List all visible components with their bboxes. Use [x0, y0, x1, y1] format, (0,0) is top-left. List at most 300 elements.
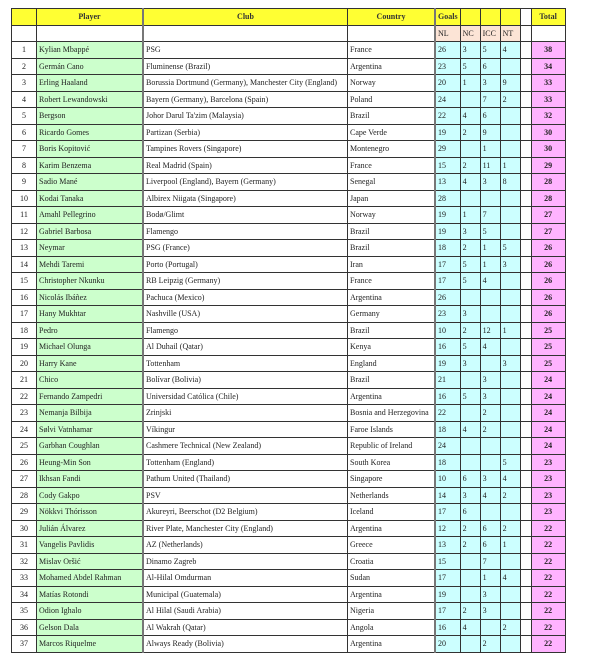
nt-goals-cell — [500, 141, 520, 158]
total-cell: 22 — [531, 553, 565, 570]
icc-goals-cell: 3 — [480, 372, 500, 389]
gap-cell — [520, 619, 531, 636]
rank-cell: 26 — [12, 454, 37, 471]
player-cell: Ikhsan Fandi — [37, 471, 144, 488]
icc-goals-cell: 11 — [480, 157, 500, 174]
nl-goals-cell: 20 — [435, 636, 460, 653]
table-row — [12, 570, 566, 587]
icc-goals-cell: 6 — [480, 537, 500, 554]
nt-goals-cell: 5 — [500, 454, 520, 471]
country-cell: Singapore — [348, 471, 436, 488]
club-cell: Tampines Rovers (Singapore) — [143, 141, 348, 158]
rank-cell: 20 — [12, 355, 37, 372]
total-cell: 34 — [531, 58, 565, 75]
table-row — [12, 355, 566, 372]
club-cell: Zrinjski — [143, 405, 348, 422]
total-cell: 24 — [531, 372, 565, 389]
nt-goals-cell — [500, 124, 520, 141]
player-cell: Kodai Tanaka — [37, 190, 144, 207]
table-row — [12, 289, 566, 306]
gap-cell — [520, 520, 531, 537]
total-cell: 24 — [531, 421, 565, 438]
gap-cell — [520, 372, 531, 389]
rank-cell: 37 — [12, 636, 37, 653]
gap-cell — [520, 570, 531, 587]
gap-cell — [520, 405, 531, 422]
total-cell: 23 — [531, 471, 565, 488]
player-cell: Mehdi Taremi — [37, 256, 144, 273]
nl-goals-cell: 10 — [435, 471, 460, 488]
rank-cell: 29 — [12, 504, 37, 521]
club-cell: AZ (Netherlands) — [143, 537, 348, 554]
table-row — [12, 141, 566, 158]
player-cell: Erling Haaland — [37, 75, 144, 92]
rank-cell: 6 — [12, 124, 37, 141]
rank-cell: 12 — [12, 223, 37, 240]
nc-goals-cell: 3 — [460, 306, 480, 323]
table-row — [12, 619, 566, 636]
nt-goals-cell: 3 — [500, 355, 520, 372]
nt-goals-cell: 2 — [500, 91, 520, 108]
club-cell: RB Leipzig (Germany) — [143, 273, 348, 290]
gap-cell — [520, 322, 531, 339]
total-cell: 25 — [531, 322, 565, 339]
nt-goals-cell — [500, 388, 520, 405]
nl-goals-cell: 14 — [435, 487, 460, 504]
nc-goals-cell — [460, 553, 480, 570]
total-cell: 26 — [531, 273, 565, 290]
nt-goals-cell: 1 — [500, 537, 520, 554]
country-cell: Japan — [348, 190, 436, 207]
header-player: Player — [37, 9, 144, 26]
nt-goals-cell: 2 — [500, 619, 520, 636]
nc-goals-cell: 2 — [460, 520, 480, 537]
nc-goals-cell: 4 — [460, 421, 480, 438]
table-row — [12, 471, 566, 488]
header-club: Club — [143, 9, 348, 26]
total-cell: 30 — [531, 141, 565, 158]
nl-goals-cell: 29 — [435, 141, 460, 158]
gap-cell — [520, 553, 531, 570]
nc-goals-cell: 5 — [460, 58, 480, 75]
icc-goals-cell: 1 — [480, 570, 500, 587]
country-cell: Bosnia and Herzegovina — [348, 405, 436, 422]
rank-cell: 19 — [12, 339, 37, 356]
player-cell: Christopher Nkunku — [37, 273, 144, 290]
country-cell: Brazil — [348, 372, 436, 389]
header-goals-blank-2 — [480, 9, 500, 26]
club-cell: River Plate, Manchester City (England) — [143, 520, 348, 537]
nl-goals-cell: 17 — [435, 256, 460, 273]
country-cell: Iran — [348, 256, 436, 273]
icc-goals-cell — [480, 438, 500, 455]
player-cell: Mohamed Abdel Rahman — [37, 570, 144, 587]
rank-cell: 2 — [12, 58, 37, 75]
country-cell: Cape Verde — [348, 124, 436, 141]
nl-goals-cell: 21 — [435, 372, 460, 389]
total-cell: 32 — [531, 108, 565, 125]
table-row — [12, 537, 566, 554]
nl-goals-cell: 15 — [435, 157, 460, 174]
player-cell: Neymar — [37, 240, 144, 257]
table-row — [12, 322, 566, 339]
rank-cell: 9 — [12, 174, 37, 191]
icc-goals-cell: 5 — [480, 42, 500, 59]
rank-cell: 8 — [12, 157, 37, 174]
nl-goals-cell: 19 — [435, 207, 460, 224]
rank-cell: 18 — [12, 322, 37, 339]
nl-goals-cell: 22 — [435, 405, 460, 422]
header-gap — [520, 9, 531, 26]
table-row — [12, 190, 566, 207]
total-cell: 22 — [531, 586, 565, 603]
icc-goals-cell: 3 — [480, 471, 500, 488]
player-cell: Matías Rotondi — [37, 586, 144, 603]
club-cell: Nashville (USA) — [143, 306, 348, 323]
nl-goals-cell: 22 — [435, 108, 460, 125]
icc-goals-cell: 3 — [480, 388, 500, 405]
header-total: Total — [531, 9, 565, 26]
nt-goals-cell: 9 — [500, 75, 520, 92]
player-cell: Kylian Mbappé — [37, 42, 144, 59]
nl-goals-cell: 19 — [435, 586, 460, 603]
nl-goals-cell: 12 — [435, 520, 460, 537]
icc-goals-cell: 3 — [480, 174, 500, 191]
club-cell: Cashmere Technical (New Zealand) — [143, 438, 348, 455]
rank-cell: 17 — [12, 306, 37, 323]
country-cell: France — [348, 273, 436, 290]
total-cell: 28 — [531, 174, 565, 191]
rank-cell: 27 — [12, 471, 37, 488]
icc-goals-cell: 7 — [480, 207, 500, 224]
nl-goals-cell: 26 — [435, 42, 460, 59]
nc-goals-cell: 5 — [460, 388, 480, 405]
nc-goals-cell: 1 — [460, 75, 480, 92]
club-cell: Al-Hilal Omdurman — [143, 570, 348, 587]
player-cell: Heung-Min Son — [37, 454, 144, 471]
club-cell: Municipal (Guatemala) — [143, 586, 348, 603]
rank-cell: 16 — [12, 289, 37, 306]
country-cell: Poland — [348, 91, 436, 108]
table-row — [12, 487, 566, 504]
nl-goals-cell: 23 — [435, 306, 460, 323]
gap-cell — [520, 223, 531, 240]
gap-cell — [520, 487, 531, 504]
nc-goals-cell — [460, 586, 480, 603]
table-row — [12, 174, 566, 191]
gap-cell — [520, 256, 531, 273]
total-cell: 38 — [531, 42, 565, 59]
nc-goals-cell — [460, 141, 480, 158]
nc-goals-cell: 3 — [460, 42, 480, 59]
player-cell: Michael Olunga — [37, 339, 144, 356]
subheader-nc: NC — [460, 25, 480, 42]
player-cell: Gelson Dala — [37, 619, 144, 636]
club-cell: Pathum United (Thailand) — [143, 471, 348, 488]
rank-cell: 1 — [12, 42, 37, 59]
club-cell: Johor Darul Ta'zim (Malaysia) — [143, 108, 348, 125]
total-cell: 25 — [531, 339, 565, 356]
table-row — [12, 124, 566, 141]
gap-cell — [520, 421, 531, 438]
nt-goals-cell — [500, 306, 520, 323]
icc-goals-cell: 1 — [480, 256, 500, 273]
gap-cell — [520, 124, 531, 141]
nl-goals-cell: 16 — [435, 388, 460, 405]
country-cell: Argentina — [348, 58, 436, 75]
player-cell: Boris Kopitović — [37, 141, 144, 158]
rank-cell: 11 — [12, 207, 37, 224]
total-cell: 23 — [531, 487, 565, 504]
player-cell: Bergson — [37, 108, 144, 125]
icc-goals-cell: 6 — [480, 58, 500, 75]
total-cell: 26 — [531, 240, 565, 257]
subheader-nl: NL — [435, 25, 460, 42]
country-cell: Brazil — [348, 322, 436, 339]
total-cell: 30 — [531, 124, 565, 141]
table-row — [12, 520, 566, 537]
player-cell: Ricardo Gomes — [37, 124, 144, 141]
icc-goals-cell — [480, 454, 500, 471]
header-goals-blank-1 — [460, 9, 480, 26]
nc-goals-cell — [460, 405, 480, 422]
rank-cell: 4 — [12, 91, 37, 108]
nl-goals-cell: 20 — [435, 75, 460, 92]
header-country: Country — [348, 9, 436, 26]
total-cell: 23 — [531, 504, 565, 521]
icc-goals-cell: 3 — [480, 603, 500, 620]
player-cell: Odion Ighalo — [37, 603, 144, 620]
icc-goals-cell: 6 — [480, 108, 500, 125]
subheader-rank — [12, 25, 37, 42]
club-cell: Bodø/Glimt — [143, 207, 348, 224]
nc-goals-cell: 3 — [460, 355, 480, 372]
nc-goals-cell — [460, 289, 480, 306]
club-cell: Bayern (Germany), Barcelona (Spain) — [143, 91, 348, 108]
nc-goals-cell: 3 — [460, 487, 480, 504]
total-cell: 25 — [531, 355, 565, 372]
country-cell: Brazil — [348, 108, 436, 125]
subheader-row — [12, 25, 566, 42]
nt-goals-cell: 2 — [500, 520, 520, 537]
player-cell: Nicolás Ibáñez — [37, 289, 144, 306]
club-cell: Tottenham (England) — [143, 454, 348, 471]
gap-cell — [520, 454, 531, 471]
club-cell: Al Wakrah (Qatar) — [143, 619, 348, 636]
club-cell: Borussia Dortmund (Germany), Manchester City (England) — [143, 75, 348, 92]
total-cell: 33 — [531, 75, 565, 92]
nc-goals-cell: 2 — [460, 240, 480, 257]
total-cell: 26 — [531, 289, 565, 306]
table-row — [12, 157, 566, 174]
icc-goals-cell: 4 — [480, 273, 500, 290]
player-cell: Robert Lewandowski — [37, 91, 144, 108]
rank-cell: 24 — [12, 421, 37, 438]
country-cell: Brazil — [348, 223, 436, 240]
table-row — [12, 438, 566, 455]
table-row — [12, 372, 566, 389]
gap-cell — [520, 157, 531, 174]
gap-cell — [520, 42, 531, 59]
table-row — [12, 223, 566, 240]
nl-goals-cell: 18 — [435, 454, 460, 471]
subheader-country — [348, 25, 436, 42]
gap-cell — [520, 355, 531, 372]
country-cell: Argentina — [348, 520, 436, 537]
header-rank — [12, 9, 37, 26]
table-row — [12, 306, 566, 323]
table-row — [12, 108, 566, 125]
nl-goals-cell: 23 — [435, 58, 460, 75]
rank-cell: 7 — [12, 141, 37, 158]
club-cell: Liverpool (England), Bayern (Germany) — [143, 174, 348, 191]
icc-goals-cell: 5 — [480, 223, 500, 240]
nl-goals-cell: 24 — [435, 438, 460, 455]
gap-cell — [520, 174, 531, 191]
total-cell: 23 — [531, 454, 565, 471]
gap-cell — [520, 471, 531, 488]
gap-cell — [520, 603, 531, 620]
total-cell: 22 — [531, 520, 565, 537]
icc-goals-cell — [480, 289, 500, 306]
icc-goals-cell: 2 — [480, 405, 500, 422]
nl-goals-cell: 18 — [435, 421, 460, 438]
country-cell: Argentina — [348, 586, 436, 603]
player-cell: Nökkvi Thórisson — [37, 504, 144, 521]
gap-cell — [520, 58, 531, 75]
gap-cell — [520, 339, 531, 356]
player-cell: Chico — [37, 372, 144, 389]
nt-goals-cell: 2 — [500, 487, 520, 504]
nl-goals-cell: 16 — [435, 339, 460, 356]
nt-goals-cell: 3 — [500, 256, 520, 273]
rank-cell: 30 — [12, 520, 37, 537]
rank-cell: 36 — [12, 619, 37, 636]
club-cell: Tottenham — [143, 355, 348, 372]
icc-goals-cell: 12 — [480, 322, 500, 339]
icc-goals-cell — [480, 355, 500, 372]
nl-goals-cell: 17 — [435, 273, 460, 290]
gap-cell — [520, 586, 531, 603]
country-cell: Sudan — [348, 570, 436, 587]
player-cell: Marcos Riquelme — [37, 636, 144, 653]
gap-cell — [520, 306, 531, 323]
total-cell: 22 — [531, 619, 565, 636]
rank-cell: 33 — [12, 570, 37, 587]
nt-goals-cell: 4 — [500, 570, 520, 587]
icc-goals-cell: 1 — [480, 141, 500, 158]
club-cell: Partizan (Serbia) — [143, 124, 348, 141]
header-goals: Goals — [435, 9, 460, 26]
icc-goals-cell: 4 — [480, 487, 500, 504]
country-cell: Kenya — [348, 339, 436, 356]
nc-goals-cell: 2 — [460, 537, 480, 554]
rank-cell: 23 — [12, 405, 37, 422]
country-cell: France — [348, 42, 436, 59]
country-cell: Angola — [348, 619, 436, 636]
rank-cell: 14 — [12, 256, 37, 273]
total-cell: 24 — [531, 438, 565, 455]
nt-goals-cell: 4 — [500, 471, 520, 488]
player-cell: Germán Cano — [37, 58, 144, 75]
rank-cell: 10 — [12, 190, 37, 207]
player-cell: Karim Benzema — [37, 157, 144, 174]
club-cell: Bolívar (Bolivia) — [143, 372, 348, 389]
nc-goals-cell: 2 — [460, 157, 480, 174]
country-cell: Republic of Ireland — [348, 438, 436, 455]
nc-goals-cell: 4 — [460, 108, 480, 125]
country-cell: Nigeria — [348, 603, 436, 620]
nt-goals-cell — [500, 504, 520, 521]
total-cell: 27 — [531, 223, 565, 240]
club-cell: Flamengo — [143, 322, 348, 339]
table-row — [12, 75, 566, 92]
club-cell: Albirex Niigata (Singapore) — [143, 190, 348, 207]
nt-goals-cell — [500, 553, 520, 570]
nl-goals-cell: 17 — [435, 570, 460, 587]
nl-goals-cell: 13 — [435, 174, 460, 191]
table-row — [12, 42, 566, 59]
icc-goals-cell: 1 — [480, 240, 500, 257]
rank-cell: 25 — [12, 438, 37, 455]
player-cell: Vangelis Pavlidis — [37, 537, 144, 554]
player-cell: Sadio Mané — [37, 174, 144, 191]
country-cell: France — [348, 157, 436, 174]
icc-goals-cell: 4 — [480, 339, 500, 356]
player-cell: Fernando Zampedri — [37, 388, 144, 405]
nc-goals-cell: 2 — [460, 124, 480, 141]
nt-goals-cell: 8 — [500, 174, 520, 191]
country-cell: Argentina — [348, 289, 436, 306]
gap-cell — [520, 91, 531, 108]
nc-goals-cell: 6 — [460, 471, 480, 488]
country-cell: Croatia — [348, 553, 436, 570]
table-row — [12, 405, 566, 422]
nc-goals-cell — [460, 91, 480, 108]
rank-cell: 22 — [12, 388, 37, 405]
rank-cell: 28 — [12, 487, 37, 504]
rank-cell: 3 — [12, 75, 37, 92]
table-row — [12, 421, 566, 438]
icc-goals-cell — [480, 306, 500, 323]
player-cell: Cody Gakpo — [37, 487, 144, 504]
icc-goals-cell — [480, 619, 500, 636]
nc-goals-cell — [460, 570, 480, 587]
icc-goals-cell — [480, 190, 500, 207]
gap-cell — [520, 273, 531, 290]
nt-goals-cell — [500, 108, 520, 125]
nc-goals-cell — [460, 454, 480, 471]
nt-goals-cell — [500, 339, 520, 356]
club-cell: Dinamo Zagreb — [143, 553, 348, 570]
player-cell: Hany Mukhtar — [37, 306, 144, 323]
icc-goals-cell — [480, 504, 500, 521]
header-goals-blank-3 — [500, 9, 520, 26]
nc-goals-cell — [460, 190, 480, 207]
total-cell: 22 — [531, 537, 565, 554]
table-row — [12, 586, 566, 603]
gap-cell — [520, 190, 531, 207]
total-cell: 24 — [531, 405, 565, 422]
player-cell: Mislav Oršić — [37, 553, 144, 570]
nt-goals-cell — [500, 372, 520, 389]
club-cell: Flamengo — [143, 223, 348, 240]
nt-goals-cell: 1 — [500, 157, 520, 174]
nl-goals-cell: 15 — [435, 553, 460, 570]
nl-goals-cell: 10 — [435, 322, 460, 339]
rank-cell: 35 — [12, 603, 37, 620]
club-cell: Akureyri, Beerschot (D2 Belgium) — [143, 504, 348, 521]
